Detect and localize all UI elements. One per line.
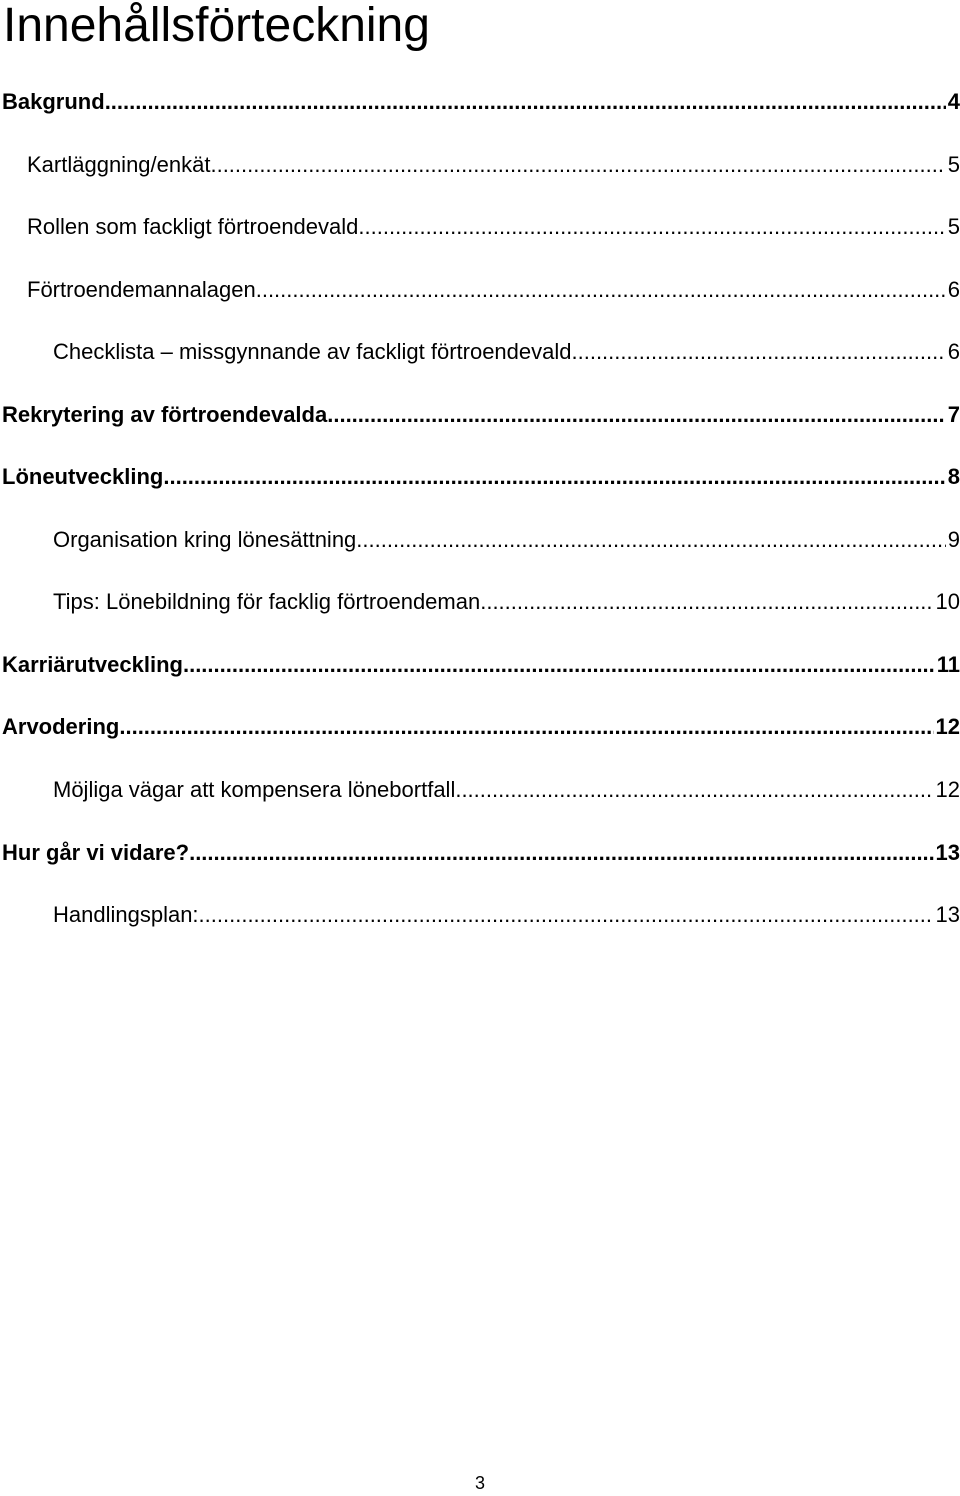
toc-leader-dots bbox=[256, 274, 946, 306]
toc-entry-bakgrund[interactable] bbox=[0, 86, 960, 149]
toc-entry-label: Rollen som fackligt förtroendevald bbox=[27, 214, 359, 240]
toc-entry-label: Karriärutveckling bbox=[2, 651, 183, 677]
toc-entry-checklista[interactable] bbox=[0, 336, 960, 399]
toc-title: Innehållsförteckning bbox=[3, 0, 430, 52]
toc-leader-dots bbox=[356, 524, 945, 556]
toc-leader-dots bbox=[119, 711, 933, 743]
toc-entry-page: 9 bbox=[947, 526, 960, 552]
toc-entry-label: Kartläggning/enkät bbox=[27, 151, 211, 177]
toc-leader-dots bbox=[183, 649, 935, 681]
toc-leader-dots bbox=[105, 86, 946, 118]
toc-entry-page: 12 bbox=[935, 714, 960, 740]
toc-entry-rekrytering[interactable] bbox=[0, 399, 960, 462]
toc-entry-page: 13 bbox=[935, 902, 960, 928]
toc-leader-dots bbox=[199, 899, 934, 931]
toc-entry-label: Löneutveckling bbox=[2, 464, 164, 490]
toc-entry-page: 13 bbox=[935, 839, 960, 865]
toc-entry-hur-gar-vi-vidare[interactable] bbox=[0, 837, 960, 900]
toc-entry-page: 5 bbox=[947, 151, 960, 177]
toc-entry-page: 6 bbox=[947, 339, 960, 365]
toc-entry-label: Möjliga vägar att kompensera lönebortfall bbox=[53, 777, 456, 803]
toc-leader-dots bbox=[189, 837, 933, 869]
toc-entry-label: Arvodering bbox=[2, 714, 120, 740]
toc-entry-label: Rekrytering av förtroendevalda bbox=[2, 401, 328, 427]
toc-entry-loneutveckling[interactable] bbox=[0, 461, 960, 524]
toc-entry-karriarutveckling[interactable] bbox=[0, 649, 960, 712]
toc-entry-fortroendemannalagen[interactable] bbox=[0, 274, 960, 337]
toc-entry-page: 5 bbox=[947, 214, 960, 240]
toc-entry-page: 8 bbox=[947, 464, 960, 490]
toc-entry-page: 11 bbox=[936, 651, 960, 677]
toc-list bbox=[0, 86, 960, 962]
toc-entry-page: 7 bbox=[947, 401, 960, 427]
toc-entry-label: Hur går vi vidare? bbox=[2, 839, 190, 865]
toc-entry-label: Handlingsplan: bbox=[53, 902, 199, 928]
toc-entry-label: Förtroendemannalagen bbox=[27, 276, 256, 302]
toc-leader-dots bbox=[480, 586, 933, 618]
toc-leader-dots bbox=[455, 774, 933, 806]
toc-leader-dots bbox=[572, 336, 946, 368]
toc-leader-dots bbox=[210, 149, 945, 181]
toc-entry-page: 4 bbox=[947, 89, 960, 114]
toc-entry-label: Bakgrund bbox=[2, 89, 105, 114]
toc-entry-mojliga-vagar[interactable] bbox=[0, 774, 960, 837]
toc-entry-kartlaggning[interactable] bbox=[0, 149, 960, 212]
toc-entry-arvodering[interactable] bbox=[0, 711, 960, 774]
toc-entry-label: Organisation kring lönesättning bbox=[53, 526, 357, 552]
toc-entry-organisation[interactable] bbox=[0, 524, 960, 587]
toc-entry-handlingsplan[interactable] bbox=[0, 899, 960, 962]
page-number: 3 bbox=[474, 1473, 485, 1493]
toc-leader-dots bbox=[358, 211, 945, 243]
toc-entry-page: 10 bbox=[935, 589, 960, 615]
toc-entry-page: 6 bbox=[947, 276, 960, 302]
toc-leader-dots bbox=[327, 399, 946, 431]
toc-entry-rollen[interactable] bbox=[0, 211, 960, 274]
toc-entry-label: Tips: Lönebildning för facklig förtroendeman bbox=[53, 589, 481, 615]
toc-leader-dots bbox=[163, 461, 945, 493]
toc-entry-page: 12 bbox=[935, 777, 960, 803]
toc-entry-label: Checklista – missgynnande av fackligt förtroendevald bbox=[53, 339, 572, 365]
toc-entry-tips[interactable] bbox=[0, 586, 960, 649]
